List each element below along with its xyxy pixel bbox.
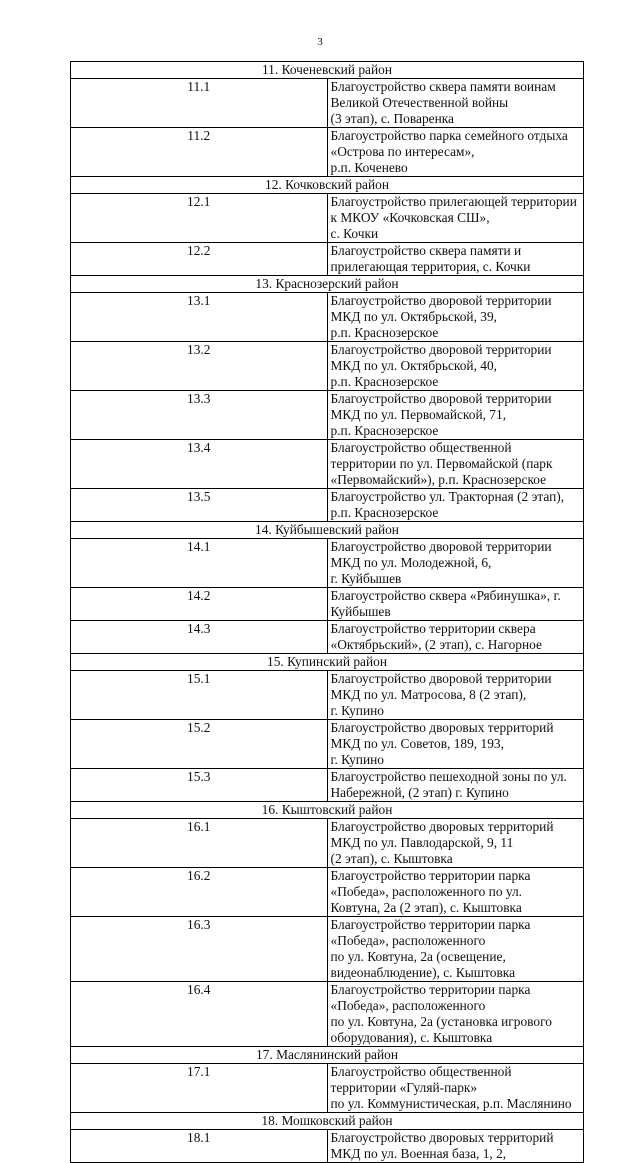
- item-description: Благоустройство дворовой территории МКД по ул. Молодежной, 6, г. Куйбышев: [327, 539, 584, 588]
- section-header-row: [71, 62, 584, 79]
- table-row: [71, 917, 584, 982]
- table-row: [71, 769, 584, 802]
- item-number: 14.2: [71, 588, 328, 621]
- table-row: [71, 671, 584, 720]
- item-description: Благоустройство дворовых территорий МКД по ул. Военная база, 1, 2,: [327, 1130, 584, 1163]
- table-row: [71, 128, 584, 177]
- table-row: [71, 720, 584, 769]
- item-number: 11.1: [71, 79, 328, 128]
- section-title: 11. Коченевский район: [71, 62, 584, 79]
- item-description: Благоустройство территории парка «Победа», расположенного по ул. Ковтуна, 2а (2 этап), с. Кыштовка: [327, 868, 584, 917]
- projects-table-body: [71, 62, 584, 1163]
- item-description: Благоустройство пешеходной зоны по ул. Набережной, (2 этап) г. Купино: [327, 769, 584, 802]
- item-number: 15.3: [71, 769, 328, 802]
- item-number: 11.2: [71, 128, 328, 177]
- table-row: [71, 1130, 584, 1163]
- item-number: 14.1: [71, 539, 328, 588]
- item-number: 17.1: [71, 1064, 328, 1113]
- item-number: 14.3: [71, 621, 328, 654]
- item-description: Благоустройство дворовой территории МКД по ул. Первомайской, 71, р.п. Краснозерское: [327, 391, 584, 440]
- item-description: Благоустройство сквера «Рябинушка», г. Куйбышев: [327, 588, 584, 621]
- table-row: [71, 819, 584, 868]
- item-description: Благоустройство территории сквера «Октябрьский», (2 этап), с. Нагорное: [327, 621, 584, 654]
- table-row: [71, 293, 584, 342]
- section-header-row: [71, 276, 584, 293]
- item-number: 13.3: [71, 391, 328, 440]
- item-description: Благоустройство территории парка «Победа», расположенного по ул. Ковтуна, 2а (установка игрового оборудования), с. Кыштовка: [327, 982, 584, 1047]
- item-description: Благоустройство ул. Тракторная (2 этап), р.п. Краснозерское: [327, 489, 584, 522]
- section-title: 13. Краснозерский район: [71, 276, 584, 293]
- section-header-row: [71, 654, 584, 671]
- item-number: 16.3: [71, 917, 328, 982]
- item-description: Благоустройство общественной территории «Гуляй-парк» по ул. Коммунистическая, р.п. Маслянино: [327, 1064, 584, 1113]
- section-title: 14. Куйбышевский район: [71, 522, 584, 539]
- item-number: 13.5: [71, 489, 328, 522]
- table-row: [71, 621, 584, 654]
- item-description: Благоустройство территории парка «Победа», расположенного по ул. Ковтуна, 2а (освещение, видеонаблюдение), с. Кыштовка: [327, 917, 584, 982]
- item-description: Благоустройство дворовых территорий МКД по ул. Павлодарской, 9, 11 (2 этап), с. Кыштовка: [327, 819, 584, 868]
- section-title: 18. Мошковский район: [71, 1113, 584, 1130]
- table-row: [71, 194, 584, 243]
- section-header-row: [71, 1113, 584, 1130]
- item-description: Благоустройство общественной территории по ул. Первомайской (парк «Первомайский»), р.п. Краснозерское: [327, 440, 584, 489]
- item-number: 16.1: [71, 819, 328, 868]
- section-header-row: [71, 802, 584, 819]
- section-title: 12. Кочковский район: [71, 177, 584, 194]
- table-row: [71, 342, 584, 391]
- section-header-row: [71, 522, 584, 539]
- item-description: Благоустройство дворовой территории МКД по ул. Октябрьской, 39, р.п. Краснозерское: [327, 293, 584, 342]
- item-number: 12.2: [71, 243, 328, 276]
- item-number: 15.1: [71, 671, 328, 720]
- table-row: [71, 79, 584, 128]
- table-row: [71, 539, 584, 588]
- section-header-row: [71, 177, 584, 194]
- item-description: Благоустройство дворовых территорий МКД по ул. Советов, 189, 193, г. Купино: [327, 720, 584, 769]
- item-number: 13.2: [71, 342, 328, 391]
- section-title: 16. Кыштовский район: [71, 802, 584, 819]
- section-header-row: [71, 1047, 584, 1064]
- item-description: Благоустройство сквера памяти воинам Великой Отечественной войны (3 этап), с. Поваренка: [327, 79, 584, 128]
- item-number: 15.2: [71, 720, 328, 769]
- item-description: Благоустройство парка семейного отдыха «Острова по интересам», р.п. Коченево: [327, 128, 584, 177]
- table-row: [71, 588, 584, 621]
- item-number: 16.4: [71, 982, 328, 1047]
- table-row: [71, 440, 584, 489]
- table-row: [71, 391, 584, 440]
- item-description: Благоустройство дворовой территории МКД по ул. Октябрьской, 40, р.п. Краснозерское: [327, 342, 584, 391]
- item-description: Благоустройство дворовой территории МКД по ул. Матросова, 8 (2 этап), г. Купино: [327, 671, 584, 720]
- table-row: [71, 868, 584, 917]
- item-number: 16.2: [71, 868, 328, 917]
- item-number: 18.1: [71, 1130, 328, 1163]
- table-row: [71, 1064, 584, 1113]
- table-row: [71, 982, 584, 1047]
- item-number: 12.1: [71, 194, 328, 243]
- projects-table: [70, 61, 584, 1163]
- table-row: [71, 489, 584, 522]
- item-number: 13.1: [71, 293, 328, 342]
- item-number: 13.4: [71, 440, 328, 489]
- item-description: Благоустройство сквера памяти и прилегающая территория, с. Кочки: [327, 243, 584, 276]
- item-description: Благоустройство прилегающей территории к МКОУ «Кочковская СШ», с. Кочки: [327, 194, 584, 243]
- section-title: 15. Купинский район: [71, 654, 584, 671]
- page-number: 3: [317, 36, 323, 48]
- table-row: [71, 243, 584, 276]
- section-title: 17. Маслянинский район: [71, 1047, 584, 1064]
